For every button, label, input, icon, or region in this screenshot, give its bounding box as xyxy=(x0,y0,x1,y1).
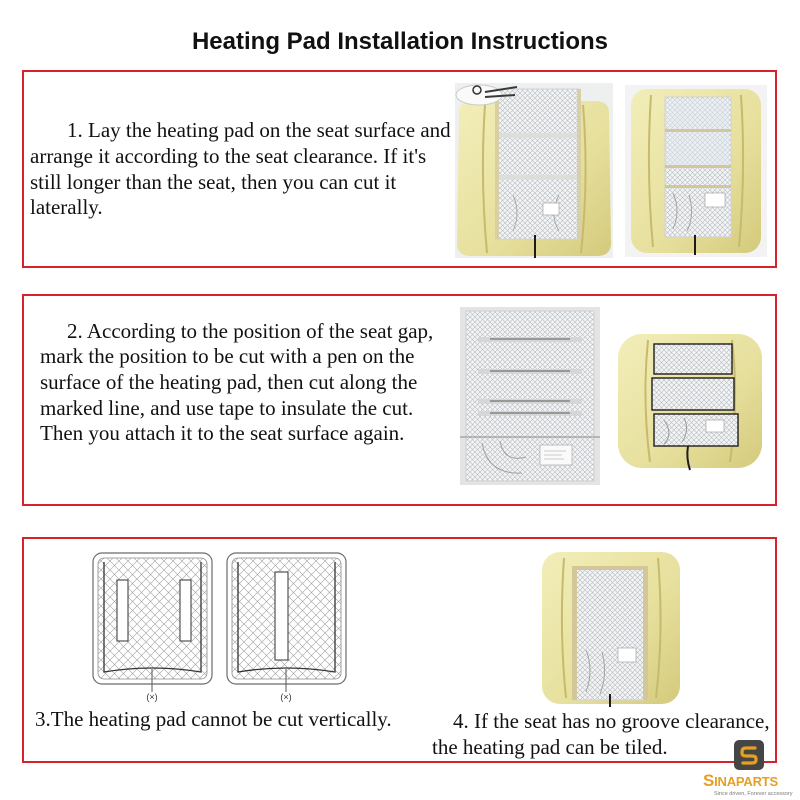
step-1-text-line: 1. Lay the heating pad on the seat surface and xyxy=(67,118,451,142)
step-4-caption-line: the heating pad can be tiled. xyxy=(432,735,668,759)
step-1-photo-trimming-pad xyxy=(455,83,613,258)
heating-pad xyxy=(495,89,581,239)
step-4-caption-line: 4. If the seat has no groove clearance, xyxy=(453,709,770,733)
brand-name: SINAPARTS xyxy=(703,771,779,790)
cut-slot xyxy=(275,572,288,660)
step-2-text-line: Then you attach it to the seat surface again. xyxy=(40,421,405,445)
step-1-text-line: arrange it according to the seat clearance. If it's xyxy=(30,144,427,168)
heating-pad xyxy=(665,97,731,237)
diagram-1-cross-label: (×) xyxy=(146,692,158,702)
step-1-text-line: laterally. xyxy=(30,195,103,219)
diagram-2-cross-label: (×) xyxy=(280,692,292,702)
step-2-text-line: marked line, and use tape to insulate the cut. xyxy=(40,396,414,420)
heating-pad xyxy=(572,566,648,700)
step-2-photo-marked-pad xyxy=(460,307,600,485)
heating-pad xyxy=(460,311,600,481)
diagram-vertical-cut-two-slots xyxy=(92,552,213,692)
cut-slot xyxy=(180,580,191,641)
step-2-text-line: mark the position to be cut with a pen on the xyxy=(40,344,415,368)
step-1-text-line: still longer than the seat, then you can cut it xyxy=(30,170,397,194)
heating-pad-segments xyxy=(652,344,738,446)
step-1-photo-pad-on-seat xyxy=(625,85,767,257)
step-2-text-line: surface of the heating pad, then cut along the xyxy=(40,370,418,394)
diagram-vertical-cut-center-slot xyxy=(226,552,347,692)
step-4-photo-pad-tiled xyxy=(540,550,682,707)
step-3-caption: 3.The heating pad cannot be cut vertically. xyxy=(35,707,392,731)
page-title: Heating Pad Installation Instructions xyxy=(191,28,609,55)
cut-slot xyxy=(117,580,128,641)
step-2-text-line: 2. According to the position of the seat gap, xyxy=(67,319,434,343)
brand-tagline: Since driven, Forever accessory xyxy=(714,791,793,797)
brand-logo-icon xyxy=(734,740,764,770)
step-2-photo-pad-reattached xyxy=(614,330,766,472)
